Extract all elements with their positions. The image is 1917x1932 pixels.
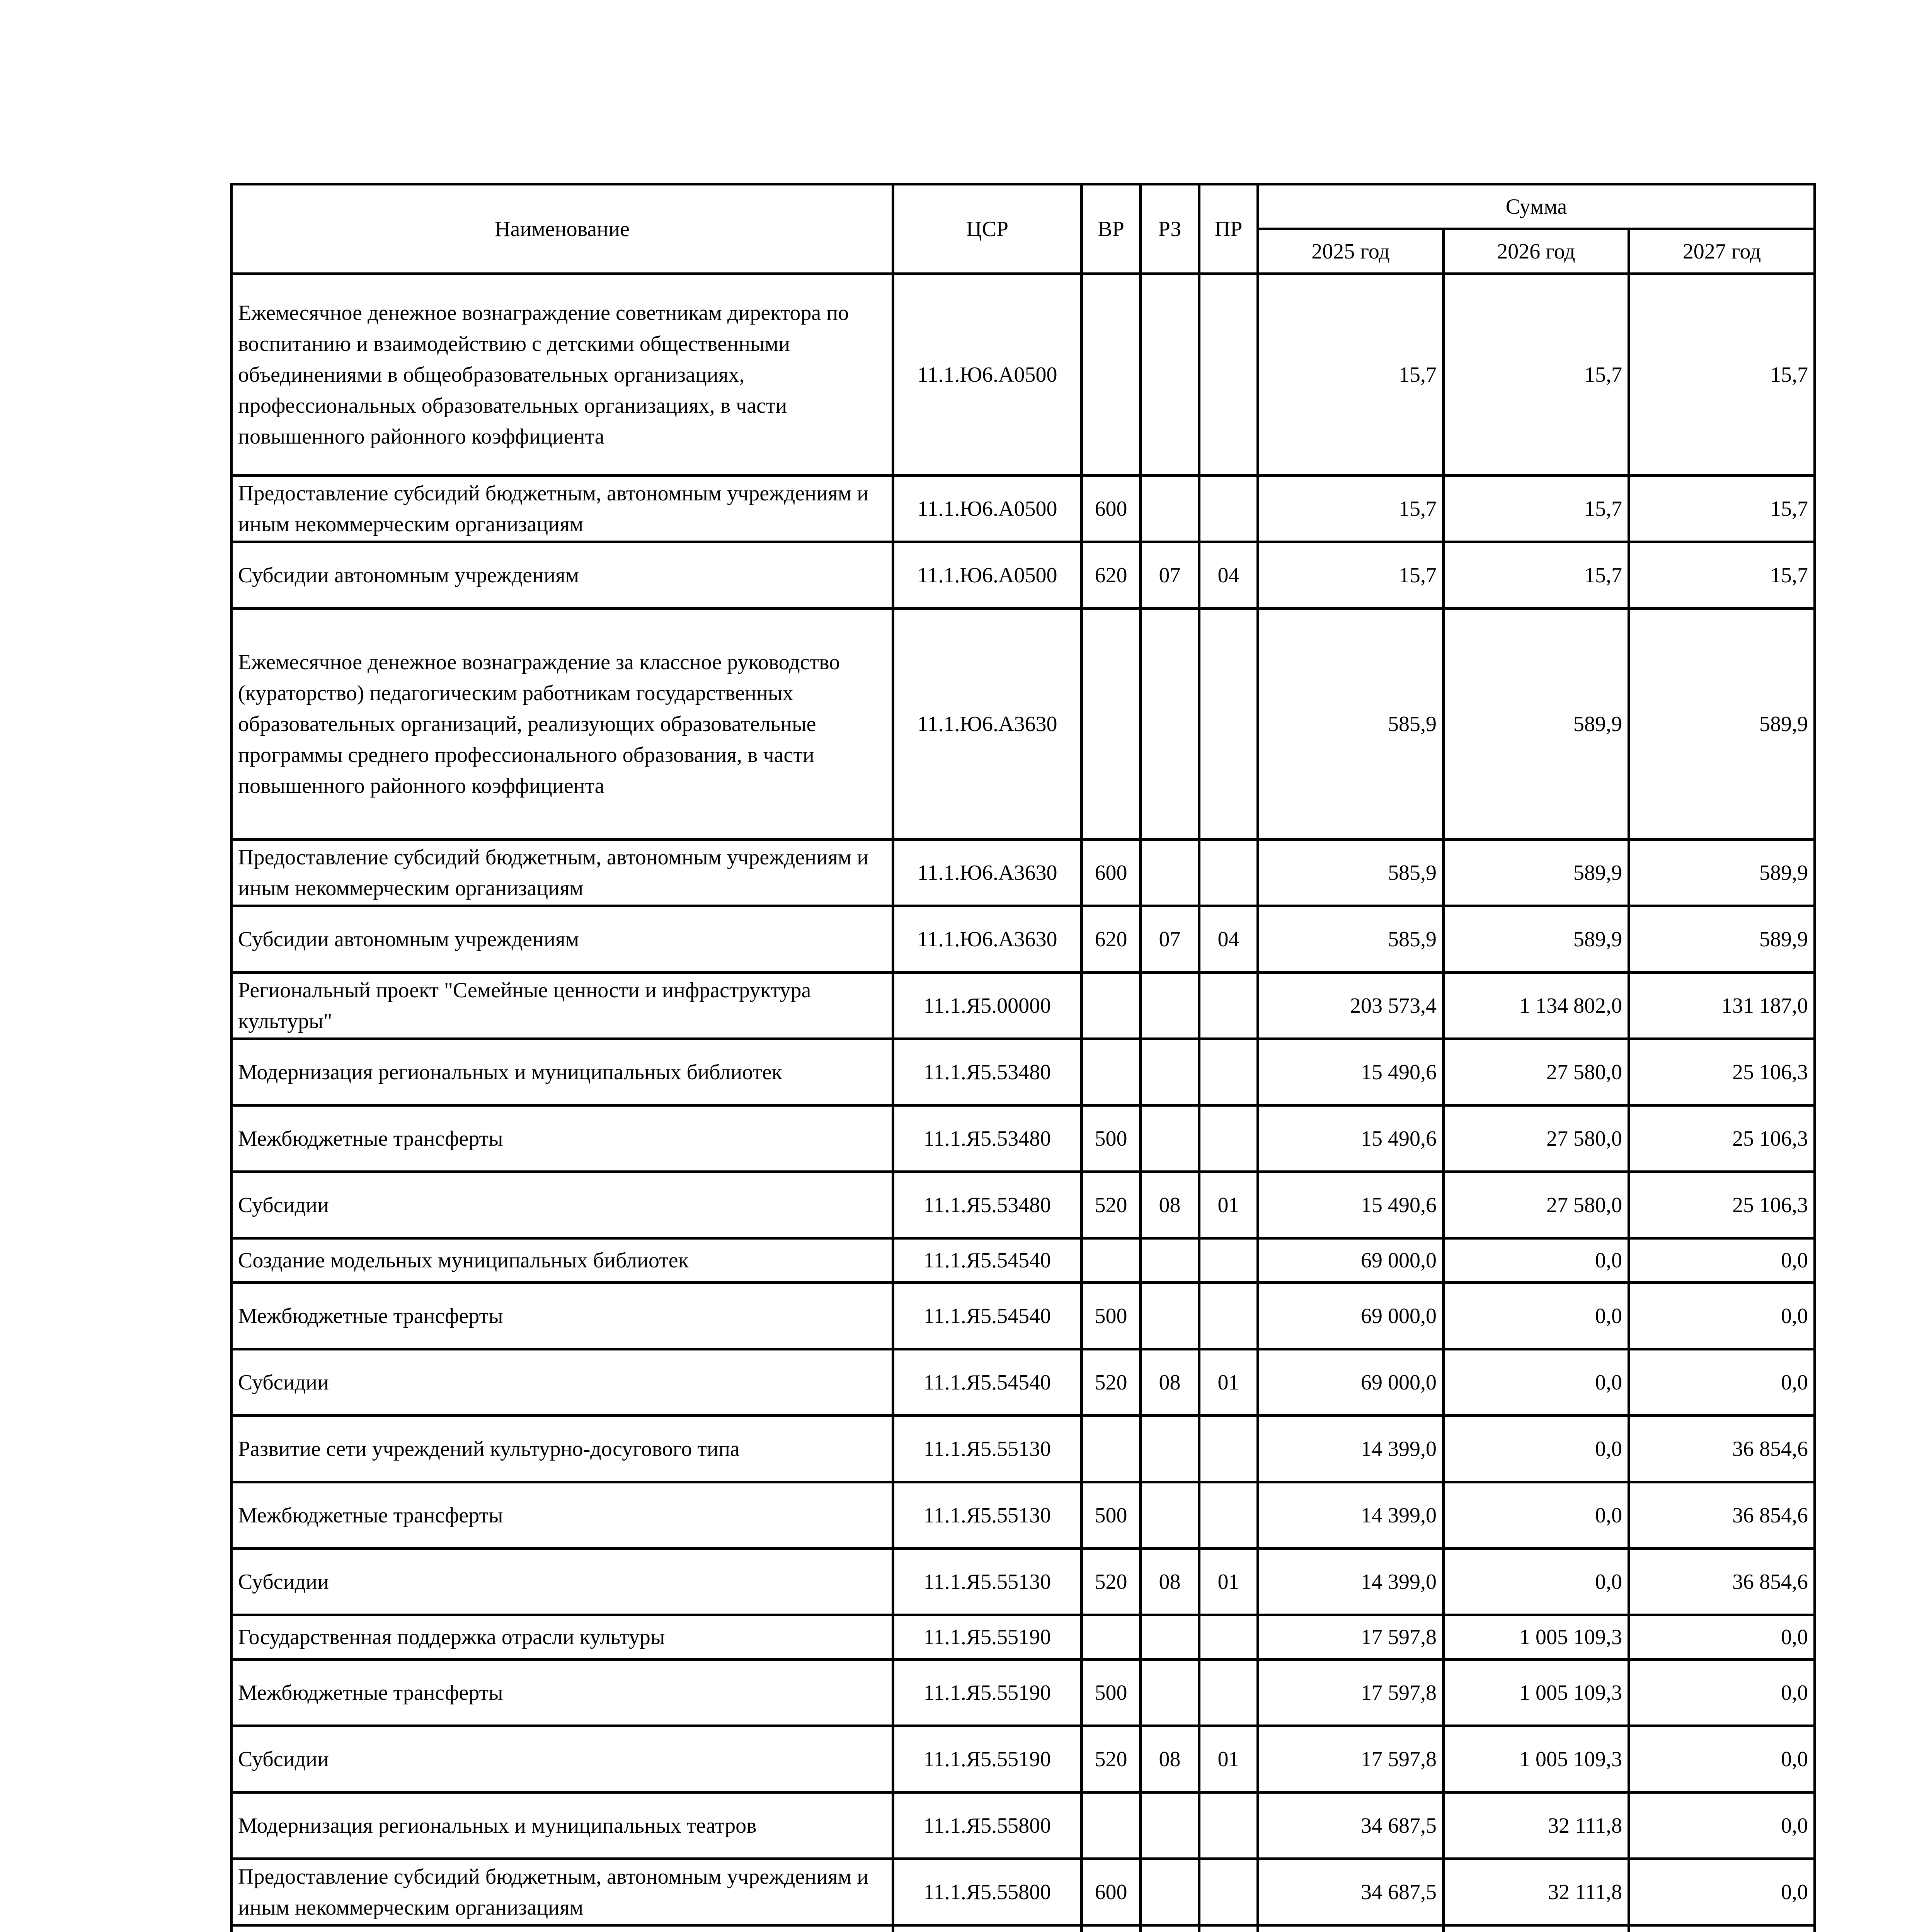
cell-2025: 15 490,6 — [1258, 1105, 1444, 1172]
cell-csr: 11.1.Ю6.А0500 — [893, 542, 1082, 609]
cell-rz — [1141, 1039, 1199, 1105]
cell-2026: 15,7 — [1444, 476, 1629, 542]
cell-2025: 34 687,5 — [1258, 1793, 1444, 1859]
cell-2027: 36 854,6 — [1629, 1482, 1815, 1549]
table-row — [232, 1660, 1815, 1726]
cell-2026: 0,0 — [1444, 1482, 1629, 1549]
table-row — [232, 1482, 1815, 1549]
cell-csr: 11.1.Я5.53480 — [893, 1105, 1082, 1172]
cell-vr — [1082, 1793, 1141, 1859]
cell-pr: 01 — [1199, 1549, 1258, 1615]
cell-2027: 25 106,3 — [1629, 1039, 1815, 1105]
header-year-2025: 2025 год — [1258, 229, 1444, 274]
cell-rz — [1141, 1416, 1199, 1482]
cell-name: Субсидии автономным учреждениям — [232, 906, 893, 973]
cell-pr: 04 — [1199, 542, 1258, 609]
cell-2026: 32 111,8 — [1444, 1793, 1629, 1859]
table-row — [232, 1105, 1815, 1172]
cell-2026: 15,7 — [1444, 542, 1629, 609]
cell-2025: 15,7 — [1258, 274, 1444, 476]
cell-2027: 0,0 — [1629, 1793, 1815, 1859]
cell-2027: 131 187,0 — [1629, 973, 1815, 1039]
table-row — [232, 1549, 1815, 1615]
header-pr: ПР — [1199, 184, 1258, 274]
cell-csr: 11.1.Я5.55190 — [893, 1660, 1082, 1726]
cell-pr — [1199, 1859, 1258, 1925]
cell-rz — [1141, 973, 1199, 1039]
cell-pr — [1199, 609, 1258, 840]
cell-rz: 07 — [1141, 542, 1199, 609]
cell-name: Межбюджетные трансферты — [232, 1660, 893, 1726]
cell-csr: 11.1.Я5.55800 — [893, 1793, 1082, 1859]
cell-pr — [1199, 1238, 1258, 1283]
cell-vr: 600 — [1082, 1859, 1141, 1925]
table-row — [232, 1416, 1815, 1482]
cell-rz — [1141, 1793, 1199, 1859]
cell-rz — [1141, 1660, 1199, 1726]
cell-2027: 15,7 — [1629, 476, 1815, 542]
table-row — [232, 274, 1815, 476]
cell-2026: 27 580,0 — [1444, 1172, 1629, 1238]
cell-rz — [1141, 1925, 1199, 1932]
cell-name: Субсидии — [232, 1726, 893, 1793]
table-row — [232, 1615, 1815, 1660]
cell-2025: 14 399,0 — [1258, 1549, 1444, 1615]
cell-pr — [1199, 1039, 1258, 1105]
table-row — [232, 1925, 1815, 1932]
cell-2025: 203 573,4 — [1258, 973, 1444, 1039]
cell-pr — [1199, 274, 1258, 476]
cell-rz — [1141, 1615, 1199, 1660]
cell-name: Предоставление субсидий бюджетным, автономным учреждениям и иным некоммерческим организациям — [232, 1859, 893, 1925]
cell-csr: 11.1.Ю6.А3630 — [893, 609, 1082, 840]
table-row — [232, 1039, 1815, 1105]
cell-2026: 1 005 109,3 — [1444, 1726, 1629, 1793]
cell-name: Предоставление субсидий бюджетным, автономным учреждениям и иным некоммерческим организациям — [232, 476, 893, 542]
cell-2025: 15 490,6 — [1258, 1039, 1444, 1105]
cell-pr — [1199, 1283, 1258, 1349]
cell-2027: 0,0 — [1629, 1660, 1815, 1726]
table-row — [232, 1859, 1815, 1925]
cell-2025: 585,9 — [1258, 609, 1444, 840]
cell-2027: 0,0 — [1629, 1859, 1815, 1925]
header-name: Наименование — [232, 184, 893, 274]
cell-csr: 11.1.Я5.55130 — [893, 1482, 1082, 1549]
cell-rz — [1141, 1238, 1199, 1283]
cell-pr: 01 — [1199, 1726, 1258, 1793]
budget-table — [230, 183, 1816, 1932]
table-row — [232, 476, 1815, 542]
cell-2026: 0,0 — [1444, 1238, 1629, 1283]
cell-2027: 36 854,6 — [1629, 1549, 1815, 1615]
header-csr: ЦСР — [893, 184, 1082, 274]
table-row — [232, 1238, 1815, 1283]
cell-name: Модернизация региональных и муниципальных театров — [232, 1793, 893, 1859]
cell-vr — [1082, 1039, 1141, 1105]
cell-2026: 0,0 — [1444, 1283, 1629, 1349]
cell-2026: 589,9 — [1444, 906, 1629, 973]
cell-2025: 69 000,0 — [1258, 1238, 1444, 1283]
cell-2026: 0,0 — [1444, 1549, 1629, 1615]
cell-csr: 11.1.Ю6.А3630 — [893, 840, 1082, 906]
cell-csr: 11.1.Я5.55130 — [893, 1549, 1082, 1615]
cell-vr: 620 — [1082, 542, 1141, 609]
cell-2027: 25 106,3 — [1629, 1172, 1815, 1238]
cell-2025: 14 399,0 — [1258, 1482, 1444, 1549]
cell-rz — [1141, 1105, 1199, 1172]
cell-vr — [1082, 1615, 1141, 1660]
cell-name: Субсидии — [232, 1172, 893, 1238]
cell-name: Государственная поддержка отрасли культуры — [232, 1615, 893, 1660]
cell-2025: 14 399,0 — [1258, 1416, 1444, 1482]
cell-vr: 620 — [1082, 906, 1141, 973]
cell-rz — [1141, 1859, 1199, 1925]
cell-pr — [1199, 973, 1258, 1039]
cell-csr: 11.1.Я5.53480 — [893, 1039, 1082, 1105]
cell-pr: 01 — [1199, 1349, 1258, 1416]
cell-pr: 04 — [1199, 906, 1258, 973]
cell-2026: 0,0 — [1444, 1349, 1629, 1416]
cell-vr: 520 — [1082, 1172, 1141, 1238]
cell-vr: 600 — [1082, 840, 1141, 906]
cell-vr — [1082, 609, 1141, 840]
cell-vr: 500 — [1082, 1105, 1141, 1172]
cell-2025: 17 597,8 — [1258, 1726, 1444, 1793]
cell-2027: 0,0 — [1629, 1615, 1815, 1660]
header-vr: ВР — [1082, 184, 1141, 274]
cell-2025: 17 597,8 — [1258, 1615, 1444, 1660]
cell-name — [232, 1925, 893, 1932]
cell-2026: 27 580,0 — [1444, 1105, 1629, 1172]
cell-rz — [1141, 274, 1199, 476]
table-row — [232, 840, 1815, 906]
cell-pr — [1199, 840, 1258, 906]
cell-2026: 589,9 — [1444, 840, 1629, 906]
cell-csr: 11.1.Я5.54540 — [893, 1349, 1082, 1416]
cell-2027: 0,0 — [1629, 1238, 1815, 1283]
cell-rz — [1141, 476, 1199, 542]
cell-rz: 08 — [1141, 1172, 1199, 1238]
cell-2027: 0,0 — [1629, 1349, 1815, 1416]
cell-2026: 1 134 802,0 — [1444, 973, 1629, 1039]
cell-csr: 11.1.Я5.00000 — [893, 973, 1082, 1039]
cell-2027: 36 854,6 — [1629, 1416, 1815, 1482]
cell-name: Ежемесячное денежное вознаграждение за классное руководство (кураторство) педагогическим работникам государственных образовательных организаций, реализующих образовательные программы среднего профессионального образования, в части повышенного районного коэффициента — [232, 609, 893, 840]
cell-2027 — [1629, 1925, 1815, 1932]
cell-vr — [1082, 973, 1141, 1039]
cell-2027: 15,7 — [1629, 274, 1815, 476]
cell-vr — [1082, 1416, 1141, 1482]
cell-vr: 520 — [1082, 1549, 1141, 1615]
header-rz: РЗ — [1141, 184, 1199, 274]
cell-name: Модернизация региональных и муниципальных библиотек — [232, 1039, 893, 1105]
cell-csr: 11.1.Я5.54540 — [893, 1238, 1082, 1283]
cell-2027: 589,9 — [1629, 906, 1815, 973]
cell-vr: 600 — [1082, 476, 1141, 542]
cell-csr — [893, 1925, 1082, 1932]
cell-2025: 15,7 — [1258, 542, 1444, 609]
cell-csr: 11.1.Ю6.А3630 — [893, 906, 1082, 973]
cell-2026: 27 580,0 — [1444, 1039, 1629, 1105]
cell-name: Развитие сети учреждений культурно-досугового типа — [232, 1416, 893, 1482]
cell-name: Субсидии — [232, 1549, 893, 1615]
cell-2025: 34 687,5 — [1258, 1859, 1444, 1925]
cell-vr — [1082, 274, 1141, 476]
cell-2027: 25 106,3 — [1629, 1105, 1815, 1172]
cell-name: Создание модельных муниципальных библиотек — [232, 1238, 893, 1283]
table-row — [232, 973, 1815, 1039]
cell-pr — [1199, 1416, 1258, 1482]
header-year-2026: 2026 год — [1444, 229, 1629, 274]
cell-csr: 11.1.Я5.53480 — [893, 1172, 1082, 1238]
cell-name: Субсидии автономным учреждениям — [232, 542, 893, 609]
cell-2026: 0,0 — [1444, 1416, 1629, 1482]
table-row — [232, 1349, 1815, 1416]
header-year-2027: 2027 год — [1629, 229, 1815, 274]
cell-2027: 589,9 — [1629, 840, 1815, 906]
table-row — [232, 906, 1815, 973]
cell-csr: 11.1.Я5.55190 — [893, 1615, 1082, 1660]
cell-2025: 585,9 — [1258, 906, 1444, 973]
cell-rz — [1141, 1283, 1199, 1349]
cell-2027: 0,0 — [1629, 1726, 1815, 1793]
table-row — [232, 1172, 1815, 1238]
table-row — [232, 542, 1815, 609]
cell-csr: 11.1.Я5.55130 — [893, 1416, 1082, 1482]
cell-vr: 500 — [1082, 1283, 1141, 1349]
cell-2025: 585,9 — [1258, 840, 1444, 906]
cell-pr — [1199, 1615, 1258, 1660]
cell-pr — [1199, 476, 1258, 542]
cell-name: Ежемесячное денежное вознаграждение советникам директора по воспитанию и взаимодействию с детскими общественными объединениями в общеобразовательных организациях, профессиональных образовательных организациях, в части повышенного районного коэффициента — [232, 274, 893, 476]
cell-2025: 17 597,8 — [1258, 1660, 1444, 1726]
cell-pr: 01 — [1199, 1172, 1258, 1238]
cell-vr — [1082, 1238, 1141, 1283]
cell-pr — [1199, 1793, 1258, 1859]
cell-2027: 15,7 — [1629, 542, 1815, 609]
cell-name: Предоставление субсидий бюджетным, автономным учреждениям и иным некоммерческим организациям — [232, 840, 893, 906]
table-body — [232, 274, 1815, 1932]
cell-pr — [1199, 1925, 1258, 1932]
cell-pr — [1199, 1660, 1258, 1726]
cell-2026: 1 005 109,3 — [1444, 1660, 1629, 1726]
cell-name: Межбюджетные трансферты — [232, 1482, 893, 1549]
cell-rz: 08 — [1141, 1549, 1199, 1615]
cell-name: Региональный проект "Семейные ценности и инфраструктура культуры" — [232, 973, 893, 1039]
cell-vr: 520 — [1082, 1349, 1141, 1416]
cell-vr: 500 — [1082, 1660, 1141, 1726]
cell-pr — [1199, 1482, 1258, 1549]
table-row — [232, 1793, 1815, 1859]
cell-csr: 11.1.Ю6.А0500 — [893, 274, 1082, 476]
cell-rz — [1141, 840, 1199, 906]
cell-rz: 07 — [1141, 906, 1199, 973]
cell-rz — [1141, 609, 1199, 840]
cell-rz: 08 — [1141, 1726, 1199, 1793]
cell-name: Межбюджетные трансферты — [232, 1283, 893, 1349]
table-row — [232, 1726, 1815, 1793]
cell-2026: 1 005 109,3 — [1444, 1615, 1629, 1660]
cell-2027: 0,0 — [1629, 1283, 1815, 1349]
table-row — [232, 609, 1815, 840]
cell-vr: 500 — [1082, 1482, 1141, 1549]
cell-csr: 11.1.Я5.54540 — [893, 1283, 1082, 1349]
cell-2025 — [1258, 1925, 1444, 1932]
cell-2026: 589,9 — [1444, 609, 1629, 840]
cell-name: Межбюджетные трансферты — [232, 1105, 893, 1172]
cell-csr: 11.1.Я5.55800 — [893, 1859, 1082, 1925]
cell-csr: 11.1.Ю6.А0500 — [893, 476, 1082, 542]
cell-2026: 32 111,8 — [1444, 1859, 1629, 1925]
table-row — [232, 1283, 1815, 1349]
cell-2025: 15,7 — [1258, 476, 1444, 542]
cell-name: Субсидии — [232, 1349, 893, 1416]
cell-2027: 589,9 — [1629, 609, 1815, 840]
table-header — [232, 184, 1815, 274]
header-sum: Сумма — [1258, 184, 1815, 229]
cell-2025: 15 490,6 — [1258, 1172, 1444, 1238]
cell-rz: 08 — [1141, 1349, 1199, 1416]
cell-csr: 11.1.Я5.55190 — [893, 1726, 1082, 1793]
cell-2026 — [1444, 1925, 1629, 1932]
cell-2025: 69 000,0 — [1258, 1349, 1444, 1416]
cell-2025: 69 000,0 — [1258, 1283, 1444, 1349]
cell-rz — [1141, 1482, 1199, 1549]
cell-vr: 520 — [1082, 1726, 1141, 1793]
cell-2026: 15,7 — [1444, 274, 1629, 476]
cell-vr — [1082, 1925, 1141, 1932]
cell-pr — [1199, 1105, 1258, 1172]
